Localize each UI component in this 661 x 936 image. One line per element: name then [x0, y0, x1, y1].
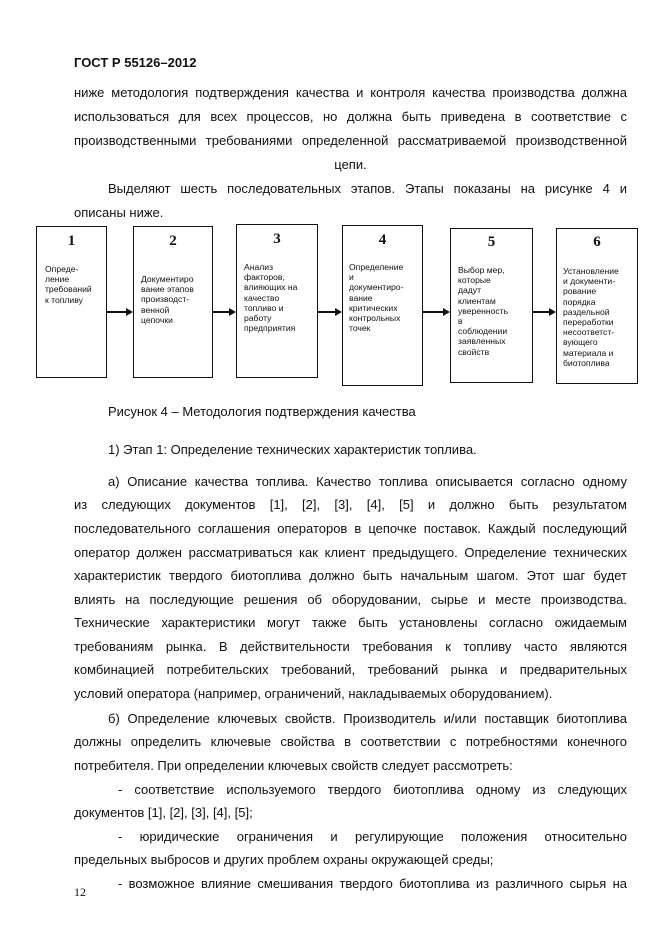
- arrow-head-icon: [443, 308, 450, 316]
- para-a-line: Технические характеристики могут также быть установлены согласно ожидаемым: [74, 615, 627, 630]
- step-number: 3: [273, 231, 281, 247]
- para-b-line: должны определить ключевые свойства в соответствии с потребностями конечного: [74, 734, 627, 749]
- para-a-line: комбинацией потребительских требований, требований рынка и предварительных: [74, 662, 627, 677]
- flow-arrow: [318, 311, 336, 313]
- para-a-line: требованиям рынка. В действительности требования к топливу часто являются: [74, 639, 627, 654]
- step-box-2: [133, 226, 213, 378]
- arrow-head-icon: [335, 308, 342, 316]
- arrow-head-icon: [126, 308, 133, 316]
- step-number: 6: [593, 234, 601, 250]
- bullet-line: предельных выбросов и других проблем охраны окружающей среды;: [74, 852, 494, 867]
- bullet-line: - возможное влияние смешивания твердого биотоплива из различного сырья на: [118, 876, 627, 891]
- page-number: 12: [74, 885, 86, 899]
- flow-arrow: [107, 311, 126, 313]
- para-a-line: оператор должен рассматриваться как клиент предыдущего. Определение технических: [74, 545, 627, 560]
- bullet-line: - юридические ограничения и регулирующие положения относительно: [118, 829, 627, 844]
- step-text: Установление и документи- рование порядка раздельной переработки несоответст- вующего материала и биотоплива: [563, 266, 619, 368]
- step-box-1: [36, 226, 107, 378]
- step-number: 2: [169, 233, 177, 249]
- intro-line: производственными требованиями определенной рассматриваемой производственной: [74, 133, 627, 148]
- bullet-line: - соответствие используемого твердого биотоплива одному из следующих: [118, 782, 627, 797]
- para-a-line: а) Описание качества топлива. Качество топлива описывается согласно одному: [108, 474, 627, 489]
- intro-line: ниже методология подтверждения качества и контроля качества производства должна: [74, 85, 627, 100]
- step-number: 1: [67, 233, 76, 249]
- intro-line: использоваться для всех процессов, но должна быть приведена в соответствие с: [74, 109, 627, 124]
- step-text: Анализ факторов, влияющих на качество топливо и работу предприятия: [244, 262, 298, 334]
- arrow-head-icon: [549, 308, 556, 316]
- intro-line: цепи.: [334, 157, 367, 172]
- flow-arrow: [213, 311, 230, 313]
- step-text: Выбор мер, которые дадут клиентам уверенность в соблюдении заявленных свойств: [458, 265, 509, 357]
- para-a-line: влиять на последующие решения об оборудовании, сырье и месте производства.: [74, 592, 627, 607]
- intro-line: Выделяют шесть последовательных этапов. Этапы показаны на рисунке 4 и: [108, 181, 627, 196]
- step-number: 4: [378, 232, 387, 248]
- flow-arrow: [423, 311, 444, 313]
- step-text: Документиро вание этапов производст- венной цепочки: [141, 274, 194, 325]
- flow-arrow: [533, 311, 550, 313]
- step-box-3: [236, 224, 318, 378]
- intro-line: описаны ниже.: [74, 205, 164, 220]
- step-box-6: [556, 228, 638, 384]
- para-b-line: потребителя. При определении ключевых свойств следует рассмотреть:: [74, 758, 513, 773]
- document-header: ГОСТ Р 55126–2012: [74, 55, 197, 70]
- arrow-head-icon: [229, 308, 236, 316]
- step-number: 5: [487, 234, 496, 250]
- step-text: Определение и документиро- вание критических контрольных точек: [349, 262, 404, 334]
- figure-caption: Рисунок 4 – Методология подтверждения качества: [108, 404, 416, 419]
- bullet-line: документов [1], [2], [3], [4], [5];: [74, 805, 253, 820]
- step-box-5: [450, 228, 533, 383]
- step-text: Опреде- ление требований к топливу: [45, 264, 92, 305]
- section-heading: 1) Этап 1: Определение технических характеристик топлива.: [108, 442, 477, 457]
- step-box-4: [342, 225, 423, 386]
- para-a-line: из следующих документов [1], [2], [3], [4], [5] и должно быть результатом: [74, 497, 627, 512]
- para-a-line: последовательного соглашения операторов в цепочке поставок. Каждый последующий: [74, 521, 627, 536]
- para-b-line: б) Определение ключевых свойств. Производитель и/или поставщик биотоплива: [108, 711, 627, 726]
- para-a-line: условий оператора (например, ограничений, накладываемых оборудованием).: [74, 686, 553, 701]
- para-a-line: характеристик твердого биотоплива должно быть начальным шагом. Этот шаг будет: [74, 568, 627, 583]
